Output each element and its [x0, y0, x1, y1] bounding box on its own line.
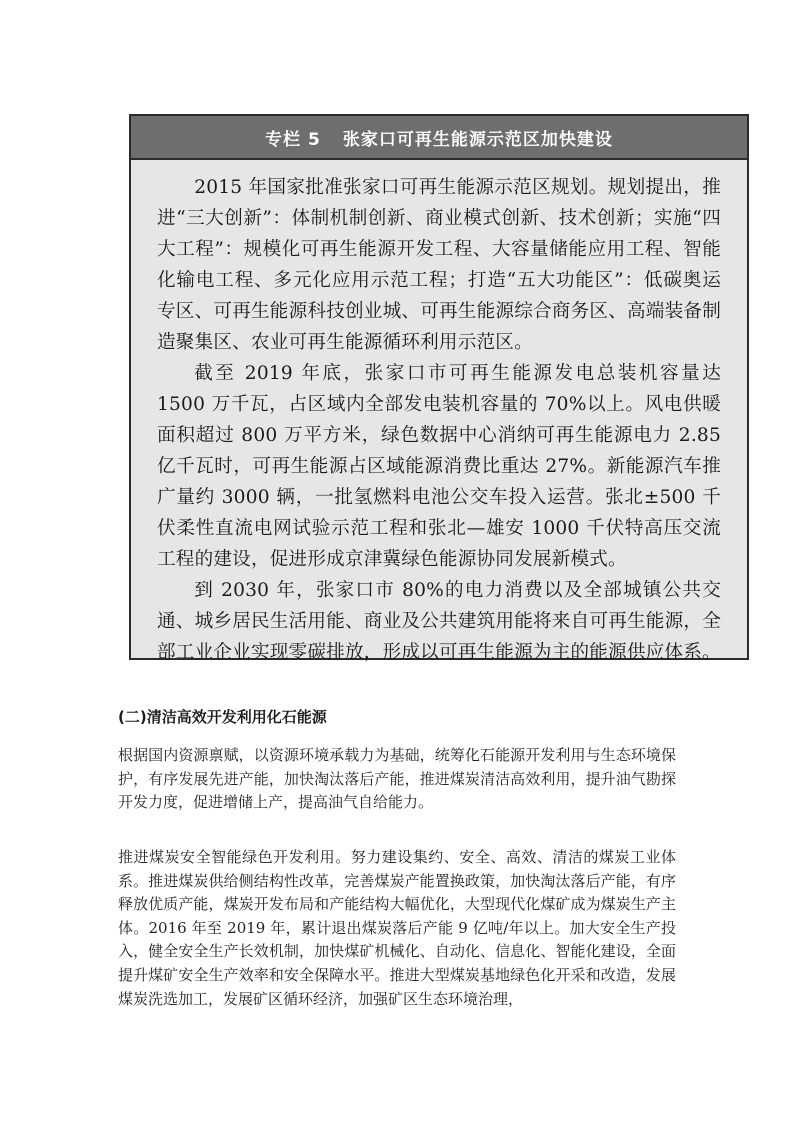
body-paragraph: 推进煤炭安全智能绿色开发利用。努力建设集约、安全、高效、清洁的煤炭工业体系。推进煤炭供给侧结构性改革，完善煤炭产能置换政策，加快淘汰落后产能，有序释放优质产能，煤炭开发布局和产能结构大幅优化，大型现代化煤矿成为煤炭生产主体。2016 年至 2019 年，累计退出煤炭落后产能 9 亿吨/年以上。加大安全生产投入，健全安全生产长效机制，加快煤矿机械化、自动化、信息化、智能化建设，全面提升煤矿安全生产效率和安全保障水平。推进大型煤炭基地绿色化开采和改造，发展煤炭洗选加工，发展矿区循环经济，加强矿区生态环境治理， — [118, 848, 676, 1008]
sidebar-paragraph: 2015 年国家批准张家口可再生能源示范区规划。规划提出，推进“三大创新”：体制机制创新、商业模式创新、技术创新；实施“四大工程”：规模化可再生能源开发工程、大容量储能应用工程、智能化输电工程、多元化应用示范工程；打造“五大功能区”：低碳奥运专区、可再生能源科技创业城、可再生能源综合商务区、高端装备制造聚集区、农业可再生能源循环利用示范区。 — [157, 177, 721, 353]
body-paragraph: 根据国内资源禀赋，以资源环境承载力为基础，统筹化石能源开发利用与生态环境保护，有序发展先进产能，加快淘汰落后产能，推进煤炭清洁高效利用，提升油气勘探开发力度，促进增储上产，提高油气自给能力。 — [118, 746, 676, 812]
section-heading: (二)清洁高效开发利用化石能源 — [118, 708, 327, 726]
sidebar-paragraph: 截至 2019 年底，张家口市可再生能源发电总装机容量达 1500 万千瓦，占区域内全部发电装机容量的 70%以上。风电供暖面积超过 800 万平方米，绿色数据中心消纳可再生能源电力 2.85 亿千瓦时，可再生能源占区域能源消费比重达 27%。新能源汽车推广量约 3000 辆，一批氢燃料电池公交车投入运营。张北±500 千伏柔性直流电网试验示范工程和张北—雄安 1000 千伏特高压交流工程的建设，促进形成京津冀绿色能源协同发展新模式。 — [157, 363, 721, 570]
sidebar-box-header — [131, 116, 747, 160]
sidebar-box-body — [131, 160, 747, 668]
sidebar-box-title: 张家口可再生能源示范区加快建设 — [342, 129, 613, 150]
sidebar-paragraph: 到 2030 年，张家口市 80%的电力消费以及全部城镇公共交通、城乡居民生活用能、商业及公共建筑用能将来自可再生能源，全部工业企业实现零碳排放，形成以可再生能源为主的能源供应体系。 — [157, 580, 721, 663]
sidebar-box — [129, 114, 749, 663]
sidebar-box-number: 专栏 5 — [265, 129, 321, 150]
